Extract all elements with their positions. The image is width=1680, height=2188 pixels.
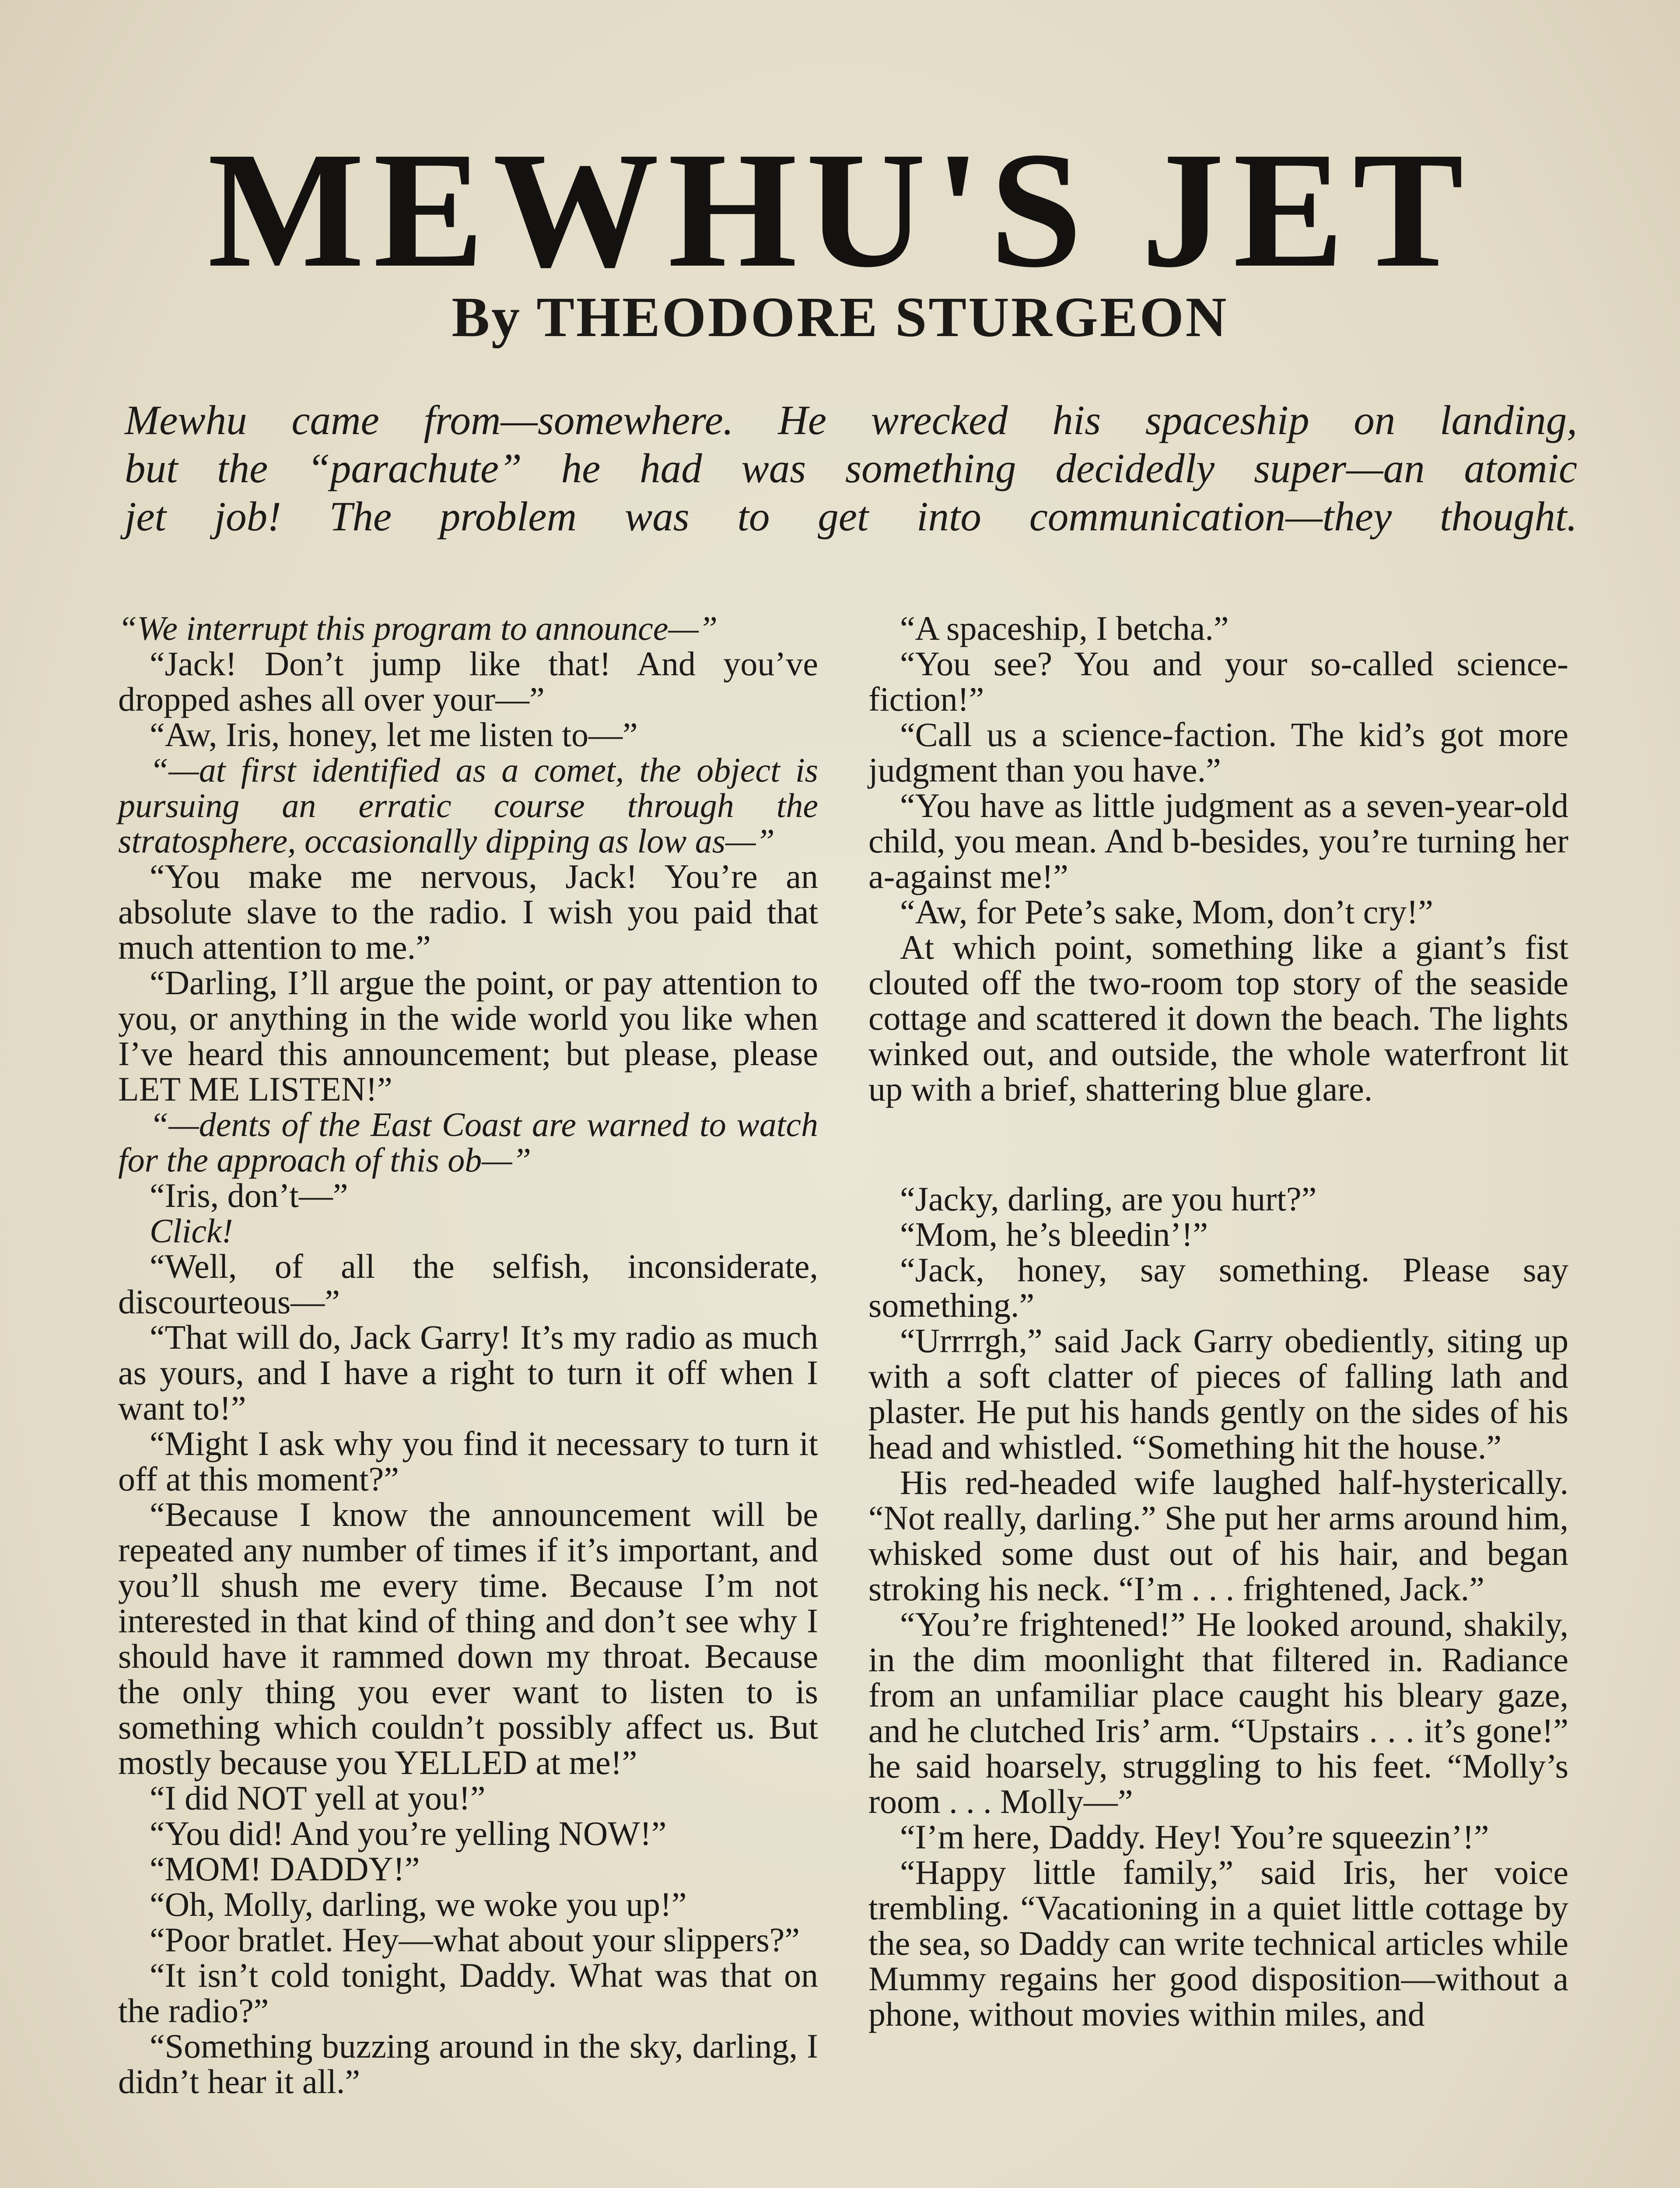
intro-line: but the “parachute” he had was something decidedly super—an atomic	[125, 445, 1577, 491]
paragraph: “Jacky, darling, are you hurt?”	[900, 1180, 1317, 1218]
paragraph: “Jack! Don’t jump like that! And you’ve dropped ashes all over your—”	[118, 645, 818, 718]
right-column-bottom	[868, 1181, 1568, 2032]
paragraph: “Happy little family,” said Iris, her voice trembling. “Vacationing in a quiet little cottage by the sea, so Daddy can write technical articles while Mummy regains her good disposition—without a phone, without movies within miles, and	[868, 1853, 1568, 2033]
paragraph: “You did! And you’re yelling NOW!”	[150, 1814, 667, 1852]
paragraph: “I’m here, Daddy. Hey! You’re squeezin’!”	[900, 1818, 1489, 1856]
left-column	[118, 610, 818, 2099]
paragraph: “Might I ask why you find it necessary to turn it off at this moment?”	[118, 1424, 818, 1498]
paragraph: “A spaceship, I betcha.”	[900, 609, 1229, 647]
paragraph: “Urrrrgh,” said Jack Garry obediently, siting up with a soft clatter of pieces of falling lath and plaster. He put his hands gently on the sides of his head and whistled. “Something hit the house.”	[868, 1322, 1568, 1466]
paragraph: “You’re frightened!” He looked around, shakily, in the dim moonlight that filtered in. Radiance from an unfamiliar place caught his bleary gaze, and he clutched Iris’ arm. “Upstairs . . . it’s gone!” he said hoarsely, struggling to his feet. “Molly’s room . . . Molly—”	[868, 1605, 1568, 1820]
paragraph: “—at first identified as a comet, the object is pursuing an erratic course through the stratosphere, occasionally dipping as low as—”	[118, 751, 818, 860]
paragraph: “Darling, I’ll argue the point, or pay attention to you, or anything in the wide world you like when I’ve heard this announcement; but please, please LET ME LISTEN!”	[118, 964, 818, 1108]
paragraph: “Jack, honey, say something. Please say something.”	[868, 1251, 1568, 1324]
paragraph: “Iris, don’t—”	[150, 1176, 348, 1214]
paragraph: His red-headed wife laughed half-hysterically. “Not really, darling.” She put her arms around him, whisked some dust out of his hair, and began stroking his neck. “I’m . . . frightened, Jack.”	[868, 1463, 1568, 1608]
paragraph: “Mom, he’s bleedin’!”	[900, 1215, 1208, 1253]
right-column-top	[868, 610, 1568, 1107]
paragraph: “It isn’t cold tonight, Daddy. What was that on the radio?”	[118, 1956, 818, 2030]
paragraph: “Aw, for Pete’s sake, Mom, don’t cry!”	[900, 893, 1433, 931]
paragraph: “Because I know the announcement will be repeated any number of times if it’s important, and you’ll shush me every time. Because I’m not interested in that kind of thing and don’t see why I should have it rammed down my throat. Because the only thing you ever want to listen to is something which couldn’t possibly affect us. But mostly because you YELLED at me!”	[118, 1495, 818, 1781]
paragraph: “You see? You and your so-called science-fiction!”	[868, 645, 1568, 718]
story-intro	[125, 396, 1577, 540]
paragraph: “Oh, Molly, darling, we woke you up!”	[150, 1885, 687, 1923]
intro-line: jet job! The problem was to get into communication—they thought.	[125, 493, 1577, 540]
story-title: MEWHU'S JET	[207, 118, 1473, 302]
paragraph: “MOM! DADDY!”	[150, 1850, 420, 1888]
paragraph: “Aw, Iris, honey, let me listen to—”	[150, 715, 638, 754]
paragraph: “Something buzzing around in the sky, darling, I didn’t hear it all.”	[118, 2027, 818, 2100]
story-byline: By THEODORE STURGEON	[452, 286, 1228, 349]
paragraph: “That will do, Jack Garry! It’s my radio as much as yours, and I have a right to turn it off when I want to!”	[118, 1318, 818, 1427]
paragraph: “Well, of all the selfish, inconsiderate, discourteous—”	[118, 1247, 818, 1321]
paragraph: “You make me nervous, Jack! You’re an absolute slave to the radio. I wish you paid that much attention to me.”	[118, 857, 818, 966]
intro-line: Mewhu came from—somewhere. He wrecked his spaceship on landing,	[125, 397, 1577, 443]
paragraph: “You have as little judgment as a seven-year-old child, you mean. And b-besides, you’re turning her a-against me!”	[868, 786, 1568, 895]
right-column	[868, 610, 1568, 2032]
paragraph: “I did NOT yell at you!”	[150, 1779, 486, 1817]
section-break	[868, 1107, 1568, 1181]
paragraph: “—dents of the East Coast are warned to watch for the approach of this ob—”	[118, 1105, 818, 1179]
paragraph: “Poor bratlet. Hey—what about your slippers?”	[150, 1921, 800, 1959]
paragraph: “Call us a science-faction. The kid’s got more judgment than you have.”	[868, 715, 1568, 789]
paragraph: “We interrupt this program to announce—”	[118, 609, 718, 647]
paragraph: Click!	[150, 1212, 233, 1250]
paragraph: At which point, something like a giant’s fist clouted off the two-room top story of the seaside cottage and scattered it down the beach. The lights winked out, and outside, the whole waterfront lit up with a brief, shattering blue glare.	[868, 928, 1568, 1108]
